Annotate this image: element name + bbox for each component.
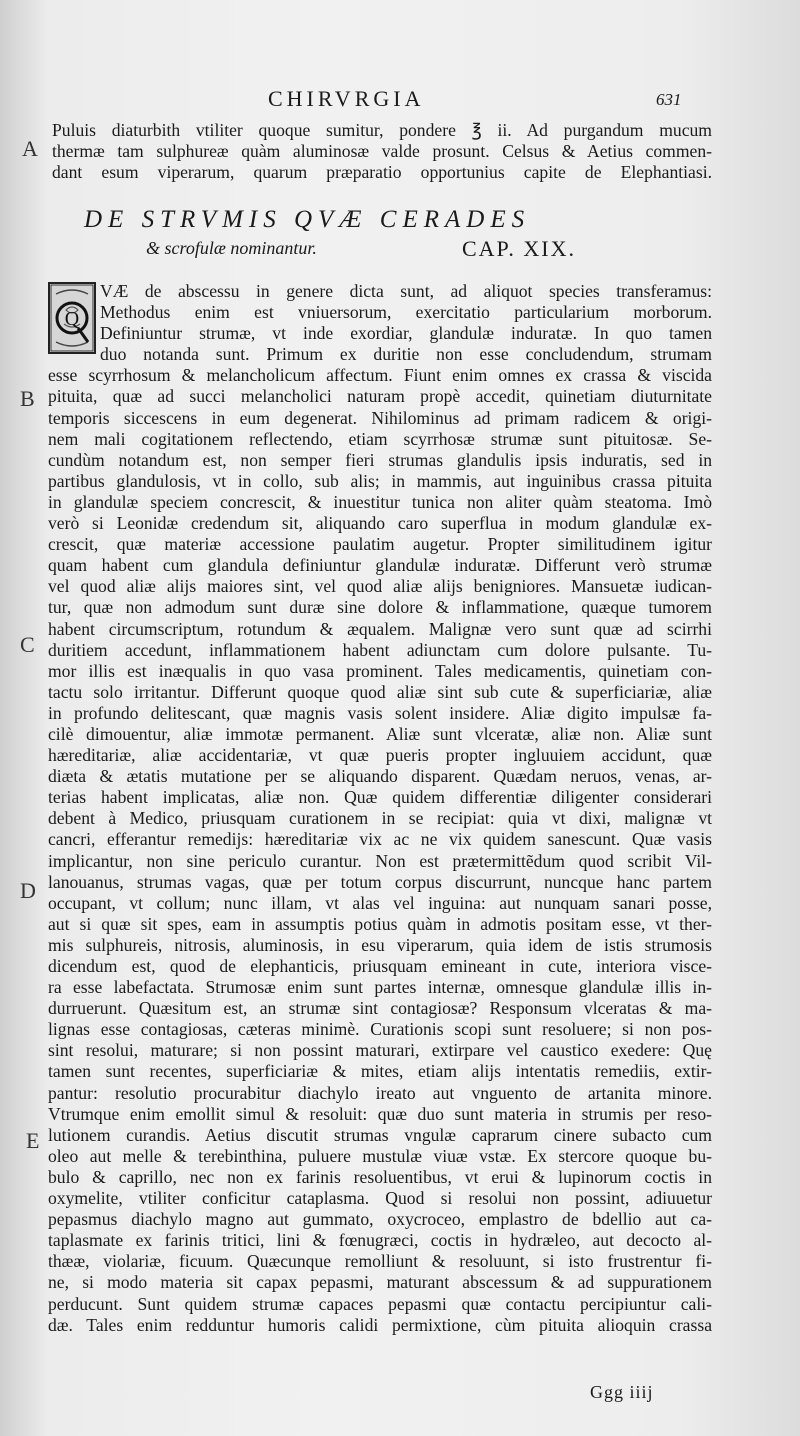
dropcap-letter: Q bbox=[64, 308, 80, 330]
text-line: mis sulphureis, nitrosis, aluminosis, in esu viperarum, quia idem de istis strumosis bbox=[48, 934, 712, 955]
running-head-title: CHIRVRGIA bbox=[268, 86, 425, 111]
text-line: dæ. Tales enim redduntur humoris calidi permixtione, cùm pituita alioquin crassa bbox=[48, 1314, 712, 1335]
text-line: duritiem accedunt, inflammationem habent adiunctam cum dolore pulsante. Tu- bbox=[48, 639, 712, 660]
text-line: taplasmate ex farinis tritici, lini & fœnugræci, coctis in hydræleo, aut decocto al- bbox=[48, 1230, 712, 1251]
text-line: vel quod aliæ alijs maiores sint, vel quod aliæ alijs benigniores. Mansuetæ iudican- bbox=[48, 576, 712, 597]
text-line: duo notanda sunt. Primum ex duritie non esse concludendum, strumam bbox=[100, 344, 712, 365]
text-line: hæreditariæ, aliæ accidentariæ, vt quæ pueris propter ingluuiem accidunt, quæ bbox=[48, 745, 712, 766]
text-line: lignas esse contagiosas, cæteras minimè. Curationis scopi sunt resoluere; si non pos- bbox=[48, 1019, 712, 1040]
text-line: pepasmus diachylo magno aut gummato, oxycroceo, emplastro de bdellio aut ca- bbox=[48, 1209, 712, 1230]
text-line: diæta & ætatis mutatione per se aliquando disparent. Quædam neruos, venas, ar- bbox=[48, 766, 712, 787]
text-line: terias habent implicatas, aliæ non. Quæ quidem differentiæ diligenter considerari bbox=[48, 787, 712, 808]
text-line: quam habent cum glandula definiuntur glandulæ induratæ. Differunt verò strumæ bbox=[48, 555, 712, 576]
text-line: lutionem curandis. Aetius discutit strumas vngulæ caprarum cinere subacto cum bbox=[48, 1124, 712, 1145]
text-line: ra esse labefactata. Strumosæ enim sunt partes internæ, omnesque glandulæ illis in- bbox=[48, 977, 712, 998]
text-line: partibus glandulosis, vt in collo, sub alis; in mammis, aut inguinibus crassa pituita bbox=[48, 470, 712, 491]
text-line: ne, si modo materia sit capax pepasmi, maturant abscessum & ad suppurationem bbox=[48, 1272, 712, 1293]
margin-letter-e: E bbox=[26, 1128, 40, 1153]
text-line: in profundo delitescant, quæ magnis vasis solent insidere. Aliæ digito impulsæ fa- bbox=[48, 702, 712, 723]
text-line: in glandulæ speciem concrescit, & inuestitur tunica non aliter quàm steatoma. Imò bbox=[48, 491, 712, 512]
text-line: perducunt. Sunt quidem strumæ capaces pepasmi quæ contactu percipiuntur cali- bbox=[48, 1293, 712, 1314]
text-line: tactu solo irritantur. Differunt quoque quod aliæ sint sub cute & superficiariæ, aliæ bbox=[48, 681, 712, 702]
text-line: tamen sunt recentes, superficiariæ & mites, etiam alijs intentatis remediis, extir- bbox=[48, 1061, 712, 1082]
text-line: debent à Medico, priusquam curationem in se recipiat: quia vt dixi, malignæ vt bbox=[48, 808, 712, 829]
text-line: thææ, violariæ, ficuum. Quæcunque remolliunt & resoluunt, si isto frustrentur fi- bbox=[48, 1251, 712, 1272]
text-line: mor illis est inæqualis in quo vasa prominent. Tales medicamentis, quinetiam con- bbox=[48, 660, 712, 681]
chapter-subheading: & scrofulæ nominantur. bbox=[146, 238, 317, 258]
intro-paragraph bbox=[52, 120, 712, 183]
chapter-body bbox=[48, 281, 712, 1336]
chapter-number: CAP. XIX. bbox=[462, 236, 576, 261]
text-line: pantur: resolutio procurabitur diachylo ireato aut vnguento de artanita minore. bbox=[48, 1082, 712, 1103]
text-line: oleo aut melle & terebinthina, puluere mustulæ viuæ vstæ. Ex stercore quoque bu- bbox=[48, 1145, 712, 1166]
text-line: Vtrumque enim emollit simul & resoluit: quæ duo sunt materia in strumis per reso- bbox=[48, 1103, 712, 1124]
text-line: verò si Leonidæ credendum sit, aliquando caro superflua in modum glandulæ ex- bbox=[48, 513, 712, 534]
text-line: lanouanus, strumas vagas, quæ per totum corpus discurrunt, nuncque hanc partem bbox=[48, 871, 712, 892]
text-line: aut si quæ sit spes, eam in assumptis potius quàm in admotis positam esse, vt ther- bbox=[48, 913, 712, 934]
text-line: implicantur, non sine periculo curantur. Non est prætermittẽdum quod scribit Vil- bbox=[48, 850, 712, 871]
signature-mark: Ggg iiij bbox=[590, 1382, 654, 1402]
margin-letter-d: D bbox=[20, 878, 36, 903]
text-line: Puluis diaturbith vtiliter quoque sumitur, pondere ℥ ii. Ad purgandum mucum bbox=[52, 120, 712, 140]
text-line: VÆ de abscessu in genere dicta sunt, ad aliquot species transferamus: bbox=[100, 281, 712, 301]
chapter-heading: DE STRVMIS QVÆ CERADES bbox=[84, 206, 531, 233]
text-line: Methodus enim est vniuersorum, exercitatio particularium morborum. bbox=[100, 302, 712, 323]
text-line: oxymelite, vtiliter conficitur cataplasma. Quod si resolui non possint, adiuuetur bbox=[48, 1188, 712, 1209]
text-line: habent circumscriptum, rotundum & æqualem. Malignæ vero sunt quæ ad scirrhi bbox=[48, 618, 712, 639]
margin-letter-c: C bbox=[20, 632, 35, 657]
page-number: 631 bbox=[656, 90, 682, 109]
text-line: cancri, efferantur remedijs: hæreditariæ vix ac ne vix quidem sanescunt. Quæ vasis bbox=[48, 829, 712, 850]
text-line: occupant, vt collum; nunc illam, vt alas vel inguina: aut nunquam sanari posse, bbox=[48, 892, 712, 913]
text-line: tur, quæ non admodum sunt duræ sine dolore & inflammatione, quæque tumorem bbox=[48, 597, 712, 618]
text-line: cilè dimouentur, aliæ immotæ permanent. Aliæ sunt vlceratæ, aliæ non. Aliæ sunt bbox=[48, 723, 712, 744]
text-line: durruerunt. Quæsitum est, an strumæ sint contagiosæ? Responsum vlceratas & ma- bbox=[48, 998, 712, 1019]
text-line: bulo & caprillo, nec non ex farinis resoluentibus, vt erui & lupinorum coctis in bbox=[48, 1166, 712, 1187]
text-line: Definiuntur strumæ, vt inde exordiar, glandulæ induratæ. In quo tamen bbox=[100, 323, 712, 344]
text-line: esse scyrrhosum & melancholicum affectum. Fiunt enim omnes ex crassa & viscida bbox=[48, 365, 712, 386]
text-line: pituita, quæ ad succi melancholici naturam propè accedit, quinetiam diuturnitate bbox=[48, 386, 712, 407]
margin-letter-b: B bbox=[20, 386, 35, 411]
margin-letter-a: A bbox=[22, 136, 38, 161]
text-line: sint resolui, maturare; si non possint maturari, extirpare vel caustico exedere: Quę bbox=[48, 1040, 712, 1061]
text-line: thermæ tam sulphureæ quàm aluminosæ valde prosunt. Celsus & Aetius commen- bbox=[52, 141, 712, 162]
text-line: dant esum viperarum, quarum præparatio opportunius capite de Elephantiasi. bbox=[52, 162, 712, 183]
text-line: dicendum est, quod de elephanticis, priusquam emineant in cute, interiora visce- bbox=[48, 956, 712, 976]
text-line: temporis siccescens in eum degenerat. Nihilominus ad primam radicem & origi- bbox=[48, 407, 712, 428]
text-line: nem mali cogitationem reflectendo, etiam scyrrhosæ strumæ sunt pituitosæ. Se- bbox=[48, 428, 712, 449]
text-line: crescit, quæ materiæ accessione paulatim augetur. Propter similitudinem igitur bbox=[48, 534, 712, 555]
text-line: cundùm notandum est, non semper fieri strumas glandulis ipsis induratis, sed in bbox=[48, 449, 712, 470]
